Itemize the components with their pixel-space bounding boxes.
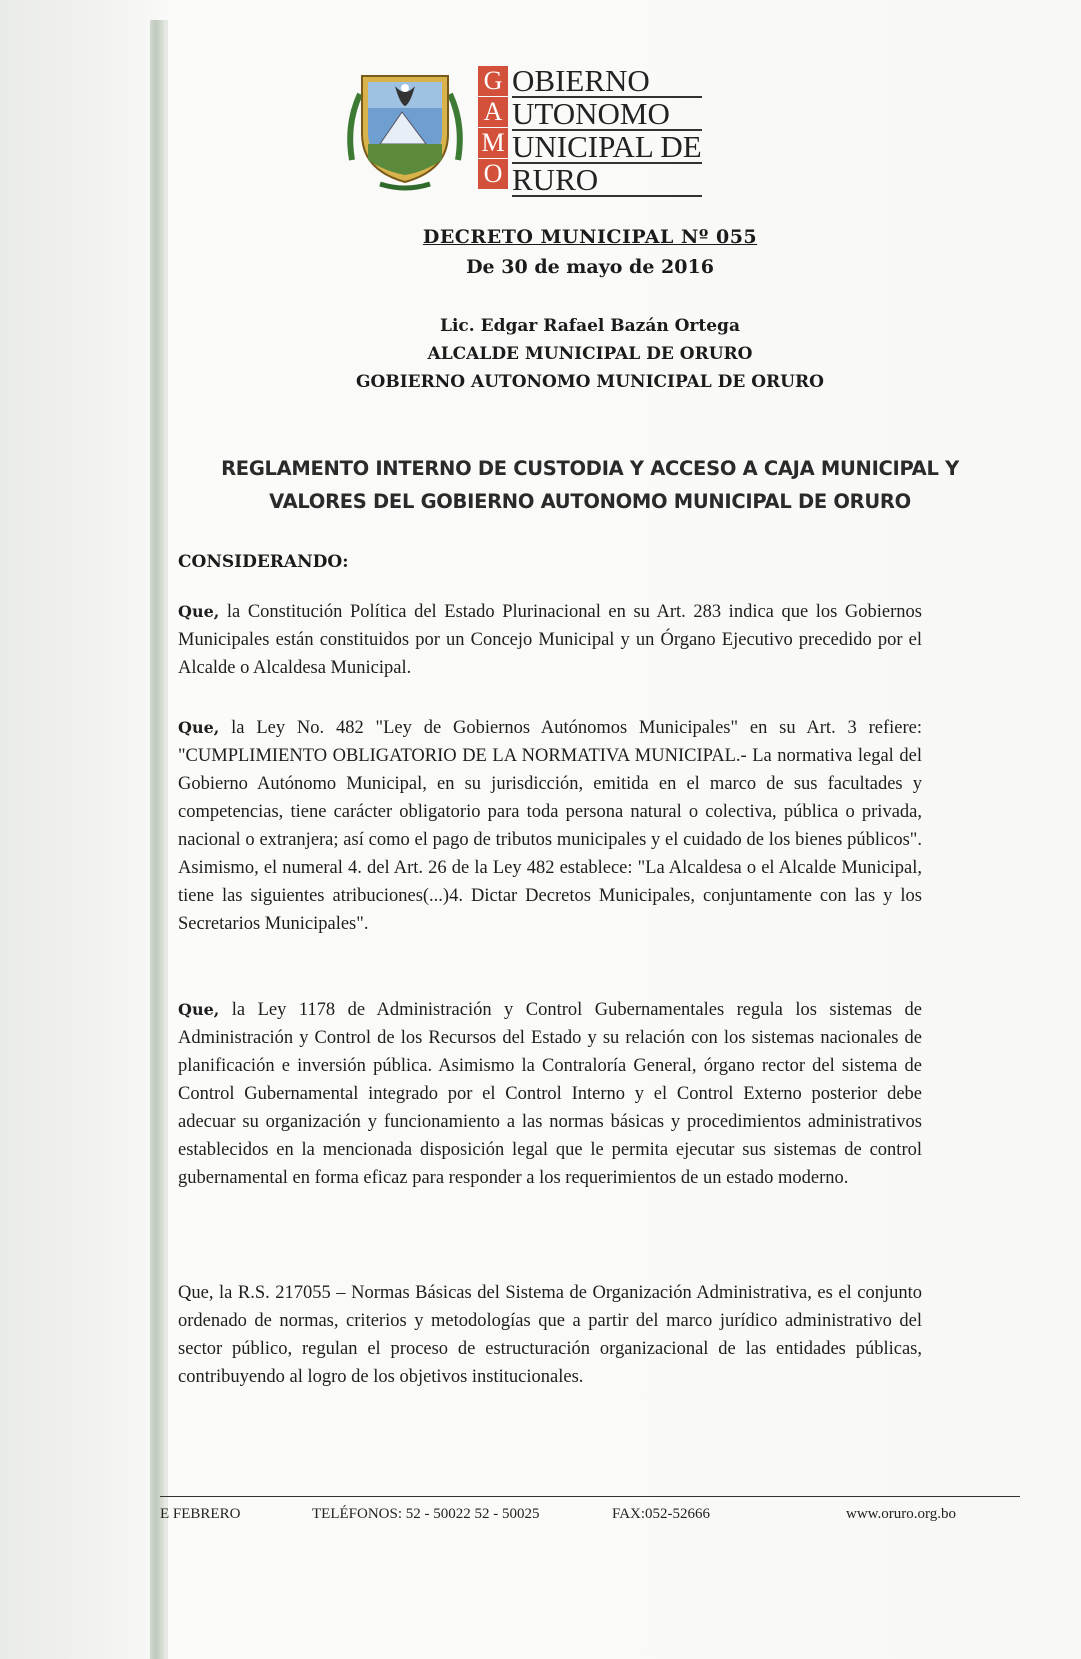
institution-word: RURO (512, 165, 702, 197)
footer-divider (160, 1496, 1020, 1497)
decree-date: De 30 de mayo de 2016 (466, 256, 714, 278)
considerando-heading: CONSIDERANDO: (178, 552, 349, 572)
institution-name (512, 63, 702, 198)
paragraph-lead: Que, (178, 602, 220, 621)
institution-word: UTONOMO (512, 99, 702, 131)
paragraph-text: la Ley 1178 de Administración y Control Gubernamentales regula los sistemas de Administración y Control de los Recursos del Estado y su relación con los sistemas nacionales de planificación e inversión pública. Asimismo la Contraloría General, órgano rector del sistema de Control Gubernamental integrado por el Control Interno y el Control Externo posterior debe adecuar su organización y funcionamiento a las normas básicas y procedimientos administrativos establecidos en la mencionada disposición legal que le permita ejecutar sus sistemas de control gubernamental en forma eficaz para responder a los requerimientos de un estado moderno. (178, 1000, 922, 1188)
paragraph-text: Que, la R.S. 217055 – Normas Básicas del Sistema de Organización Administrativa, es el conjunto ordenado de normas, criterios y metodologías que a partir del marco jurídico administrativo del sector público, regulan el proceso de estructuración organizacional de las entidades públicas, contribuyendo al logro de los objetivos institucionales. (178, 1283, 922, 1387)
gamo-letter: M (478, 128, 508, 158)
decree-title: DECRETO MUNICIPAL Nº 055 (422, 226, 758, 248)
signer-title: ALCALDE MUNICIPAL DE ORURO (427, 344, 753, 364)
regulation-title-line: REGLAMENTO INTERNO DE CUSTODIA Y ACCESO A CAJA MUNICIPAL Y (221, 457, 959, 480)
institution-word: OBIERNO (512, 66, 702, 98)
paragraph-lead: Que, (178, 1000, 220, 1019)
footer-fax: FAX:052-52666 (612, 1506, 711, 1522)
gamo-letter: A (478, 97, 508, 127)
paragraph-lead: Que, (178, 718, 220, 737)
binding-strip (150, 20, 164, 1659)
gamo-acronym (478, 66, 508, 190)
signer-organization: GOBIERNO AUTONOMO MUNICIPAL DE ORURO (356, 372, 824, 392)
letterhead (340, 58, 760, 198)
gamo-letter: G (478, 66, 508, 96)
signer-name: Lic. Edgar Rafael Bazán Ortega (440, 316, 740, 336)
footer-phones: TELÉFONOS: 52 - 50022 52 - 50025 (312, 1506, 540, 1522)
coat-of-arms-icon (340, 64, 470, 194)
footer-website: www.oruro.org.bo (846, 1506, 956, 1522)
paragraph (178, 1279, 922, 1391)
paragraph (178, 714, 922, 938)
institution-word: UNICIPAL DE (512, 129, 702, 164)
footer-address: E FEBRERO (160, 1506, 241, 1522)
binding-shadow (164, 20, 168, 1659)
paragraph-text: la Ley No. 482 "Ley de Gobiernos Autónomos Municipales" en su Art. 3 refiere: "CUMPLIMIENTO OBLIGATORIO DE LA NORMATIVA MUNICIPAL.- La normativa legal del Gobierno Autónomo Municipal, en su jurisdicción, emitida en el marco de sus facultades y competencias, tiene carácter obligatorio para toda persona natural o colectiva, pública o privada, nacional o extranjera; así como el pago de tributos municipales y el cuidado de los bienes públicos". Asimismo, el numeral 4. del Art. 26 de la Ley 482 establece: "La Alcaldesa o el Alcalde Municipal, tiene las siguientes atribuciones(...)4. Dictar Decretos Municipales, conjuntamente con las y los Secretarios Municipales". (178, 718, 922, 934)
paragraph (178, 996, 922, 1192)
regulation-title-line: VALORES DEL GOBIERNO AUTONOMO MUNICIPAL DE ORURO (269, 490, 911, 513)
gamo-letter: O (478, 159, 508, 189)
regulation-title (180, 452, 1000, 518)
paragraph (178, 598, 922, 682)
paragraph-text: la Constitución Política del Estado Plurinacional en su Art. 283 indica que los Gobiernos Municipales están constituidos por un Concejo Municipal y un Órgano Ejecutivo precedido por el Alcalde o Alcaldesa Municipal. (178, 602, 922, 678)
